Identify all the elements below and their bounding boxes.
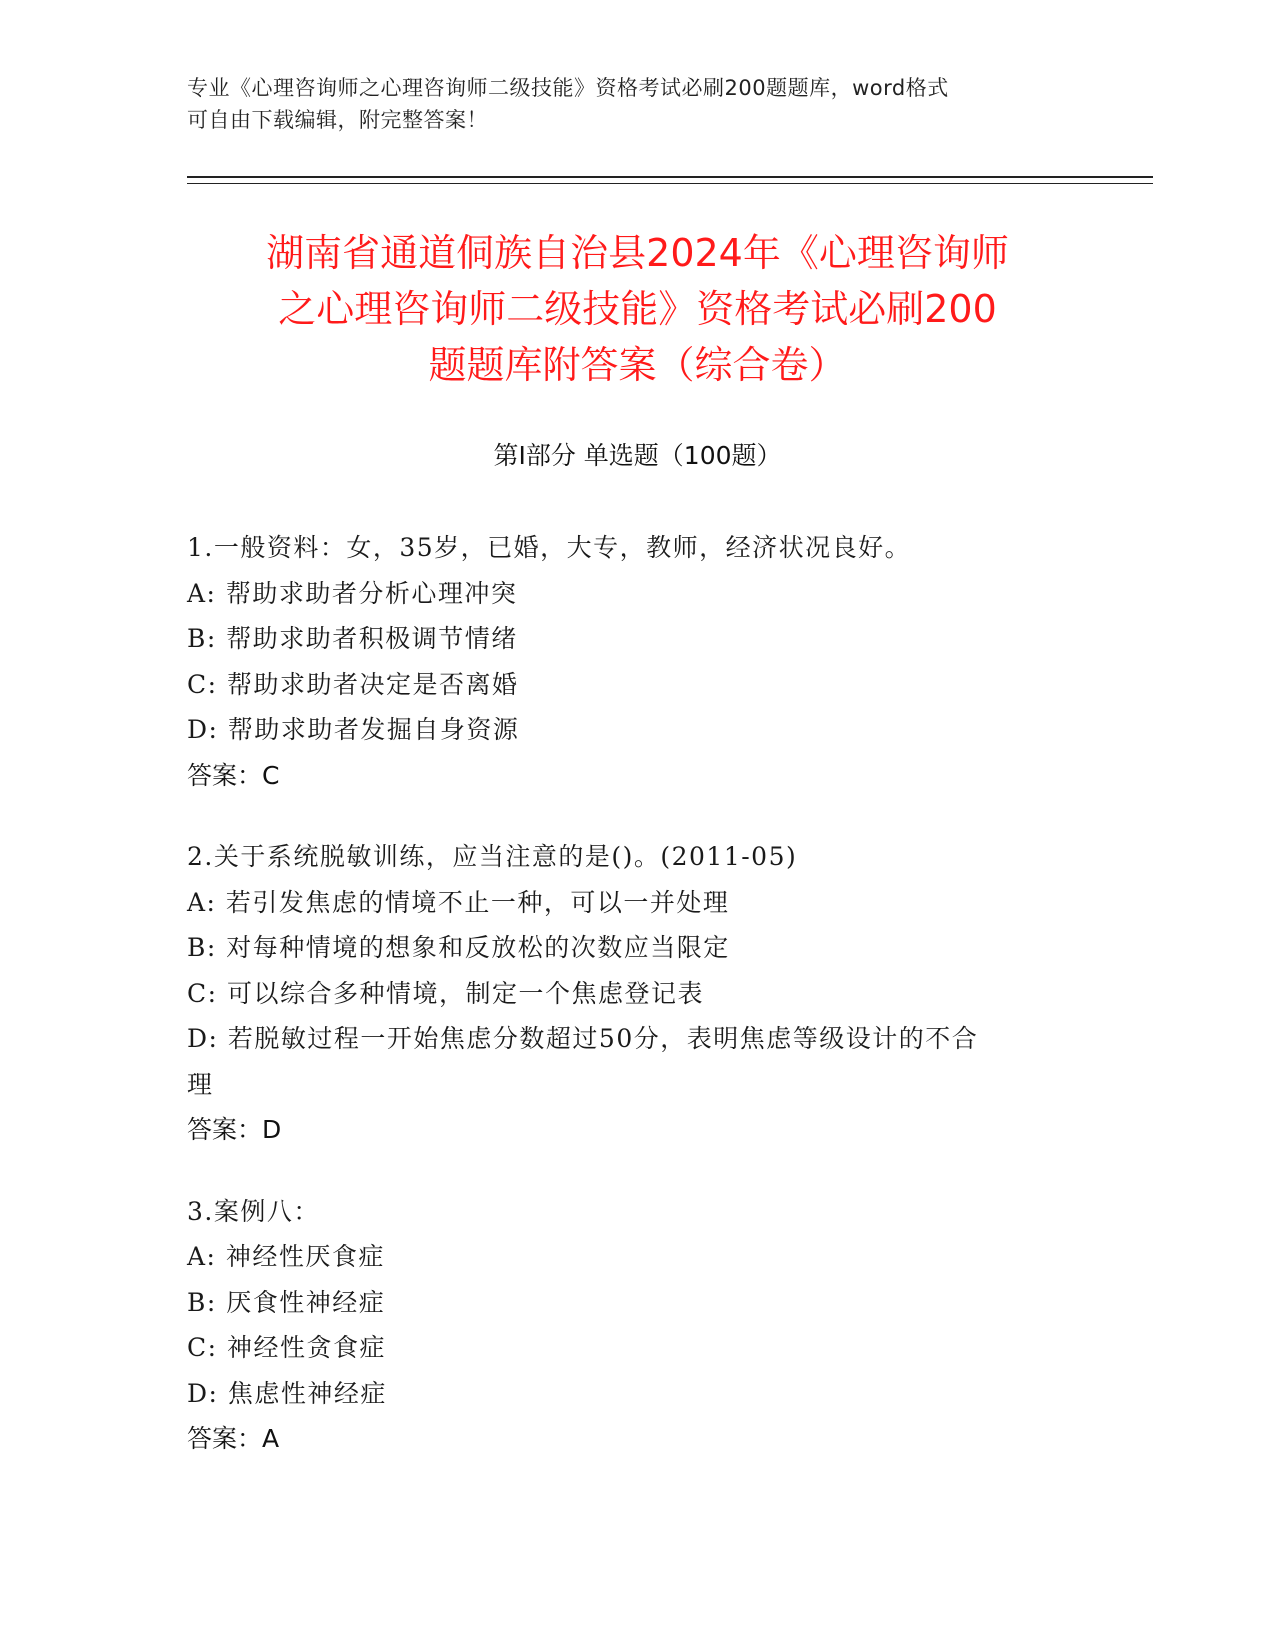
question-1 xyxy=(187,525,1067,798)
question-stem: 3.案例八： xyxy=(187,1196,320,1226)
option-a: A: 若引发焦虑的情境不止一种，可以一并处理 xyxy=(187,887,730,917)
option-b: B: 厌食性神经症 xyxy=(187,1287,386,1317)
option-d: D: 焦虑性神经症 xyxy=(187,1378,387,1408)
document-title xyxy=(150,225,1125,393)
section-title: 第Ⅰ部分 单选题（100题） xyxy=(493,441,782,470)
header-note-line-1: 专业《心理咨询师之心理咨询师二级技能》资格考试必刷200题题库，word格式 xyxy=(187,76,949,100)
option-a: A: 帮助求助者分析心理冲突 xyxy=(187,578,518,608)
option-a: A: 神经性厌食症 xyxy=(187,1242,385,1271)
option-d-continued: 理 xyxy=(187,1069,214,1099)
option-c: C: 神经性贪食症 xyxy=(187,1333,386,1362)
question-2 xyxy=(187,834,1067,1153)
answer: 答案：A xyxy=(187,1424,280,1453)
document-title-line-2: 之心理咨询师二级技能》资格考试必刷200 xyxy=(278,287,997,331)
question-list xyxy=(187,525,1067,1498)
question-3 xyxy=(187,1189,1067,1462)
header-divider-thick xyxy=(187,176,1153,178)
option-c: C: 可以综合多种情境，制定一个焦虑登记表 xyxy=(187,978,704,1008)
header-note xyxy=(187,72,1087,136)
header-note-line-2: 可自由下载编辑，附完整答案！ xyxy=(187,108,488,132)
answer: 答案：C xyxy=(187,760,280,790)
header-divider-thin xyxy=(187,183,1153,184)
option-d: D: 帮助求助者发掘自身资源 xyxy=(187,715,520,744)
option-c: C: 帮助求助者决定是否离婚 xyxy=(187,669,519,699)
answer: 答案：D xyxy=(187,1115,282,1144)
option-b: B: 对每种情境的想象和反放松的次数应当限定 xyxy=(187,933,730,962)
document-title-line-1: 湖南省通道侗族自治县2024年《心理咨询师 xyxy=(266,231,1009,275)
question-stem: 1.一般资料：女，35岁，已婚，大专，教师，经济状况良好。 xyxy=(187,533,912,562)
document-title-line-3: 题题库附答案（综合卷） xyxy=(428,343,847,387)
option-d: D: 若脱敏过程一开始焦虑分数超过50分，表明焦虑等级设计的不合 xyxy=(187,1024,979,1053)
option-b: B: 帮助求助者积极调节情绪 xyxy=(187,624,518,653)
question-stem: 2.关于系统脱敏训练，应当注意的是()。(2011-05) xyxy=(187,842,798,871)
